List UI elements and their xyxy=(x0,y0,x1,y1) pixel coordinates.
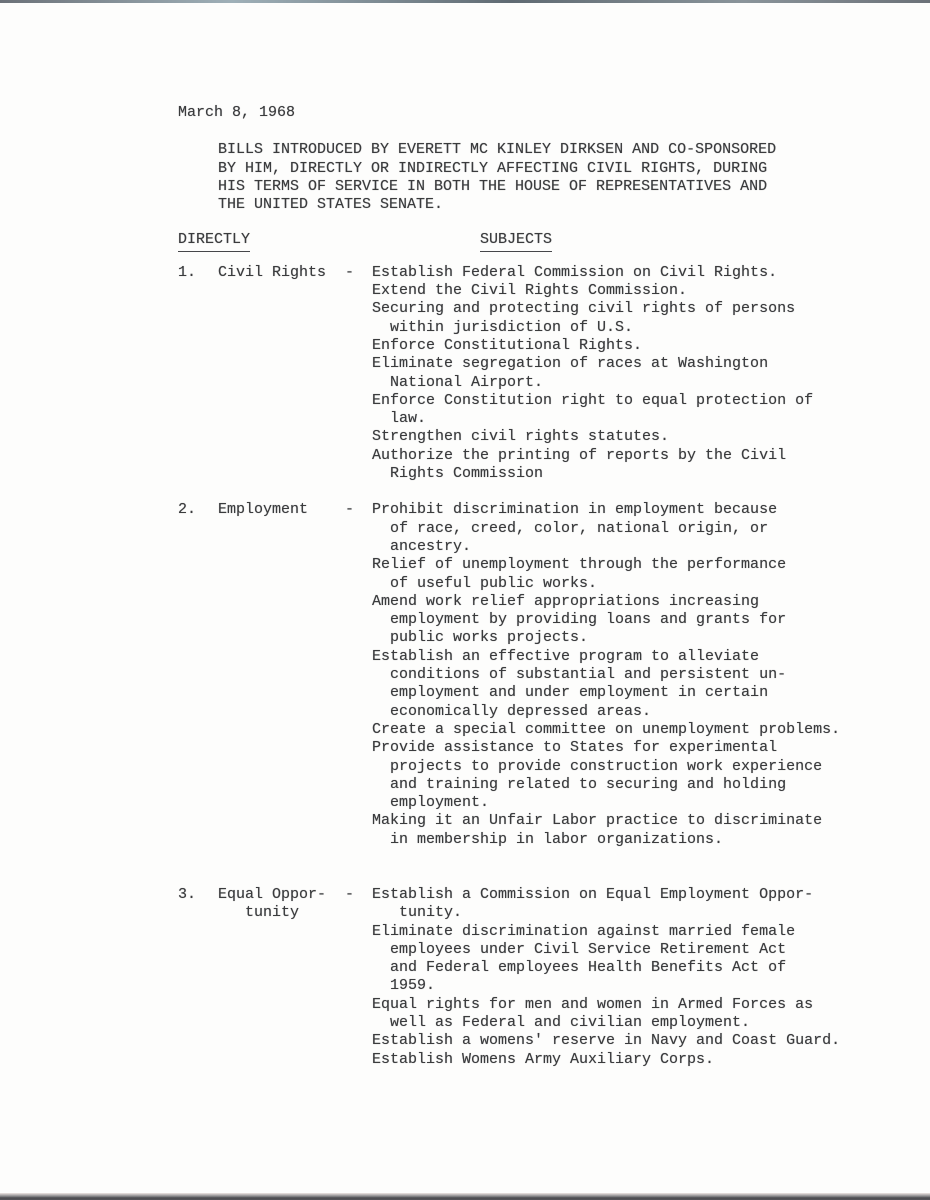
subject-line: employment. xyxy=(372,794,490,812)
subject-line: Prohibit discrimination in employment because xyxy=(372,501,778,519)
subject-line: Establish Federal Commission on Civil Rights. xyxy=(372,263,778,281)
subject-line: law. xyxy=(372,410,427,428)
item-number: 1. xyxy=(178,263,197,281)
subject-line: Extend the Civil Rights Commission. xyxy=(372,282,688,300)
list-item xyxy=(178,501,888,849)
subject-line: of race, creed, color, national origin, or xyxy=(372,519,769,537)
column-header-directly: DIRECTLY xyxy=(178,231,250,251)
item-number: 3. xyxy=(178,885,197,903)
item-category xyxy=(218,264,345,282)
list-item xyxy=(178,886,888,1069)
item-number: 2. xyxy=(178,501,197,519)
subject-line: National Airport. xyxy=(372,373,544,391)
subject-line: tunity. xyxy=(372,904,463,922)
title-line: HIS TERMS OF SERVICE IN BOTH THE HOUSE OF REPRESENTATIVES AND xyxy=(218,177,768,195)
subject-line: of useful public works. xyxy=(372,574,598,592)
list-item xyxy=(178,264,888,484)
subject-line: projects to provide construction work experience xyxy=(372,757,823,775)
item-category xyxy=(218,501,345,519)
subject-line: Establish Womens Army Auxiliary Corps. xyxy=(372,1050,715,1068)
subject-line: and training related to securing and holding xyxy=(372,775,787,793)
item-subjects xyxy=(372,886,888,1069)
item-separator: - xyxy=(345,501,355,519)
category-line: Equal Oppor- xyxy=(218,885,327,903)
subject-line: Enforce Constitutional Rights. xyxy=(372,336,643,354)
subject-line: employees under Civil Service Retirement Act xyxy=(372,940,787,958)
title-line: BY HIM, DIRECTLY OR INDIRECTLY AFFECTING CIVIL RIGHTS, DURING xyxy=(218,159,768,177)
subject-line: Strengthen civil rights statutes. xyxy=(372,428,670,446)
subject-line: Establish a Commission on Equal Employment Oppor- xyxy=(372,885,814,903)
subject-line: Equal rights for men and women in Armed Forces as xyxy=(372,995,814,1013)
subject-line: Amend work relief appropriations increasing xyxy=(372,592,760,610)
subject-line: Establish an effective program to alleviate xyxy=(372,647,760,665)
subject-line: Eliminate discrimination against married female xyxy=(372,922,796,940)
subject-line: Authorize the printing of reports by the Civil xyxy=(372,446,787,464)
category-line: tunity xyxy=(218,904,300,922)
subject-line: within jurisdiction of U.S. xyxy=(372,318,634,336)
item-separator: - xyxy=(345,885,355,903)
subject-line: and Federal employees Health Benefits Act of xyxy=(372,959,787,977)
subject-line: Create a special committee on unemployment problems. xyxy=(372,720,841,738)
category-line: Civil Rights xyxy=(218,263,327,281)
item-subjects xyxy=(372,264,888,484)
document-date: March 8, 1968 xyxy=(178,104,296,121)
subject-line: employment and under employment in certain xyxy=(372,684,769,702)
items-list xyxy=(178,264,888,1069)
subject-line: Relief of unemployment through the performance xyxy=(372,556,787,574)
title-line: BILLS INTRODUCED BY EVERETT MC KINLEY DIRKSEN AND CO-SPONSORED xyxy=(218,141,777,159)
item-separator: - xyxy=(345,263,355,281)
subject-line: Establish a womens' reserve in Navy and Coast Guard. xyxy=(372,1032,841,1050)
column-headers xyxy=(178,231,888,251)
subject-line: economically depressed areas. xyxy=(372,702,652,720)
subject-line: Making it an Unfair Labor practice to discriminate xyxy=(372,812,823,830)
item-subjects xyxy=(372,501,888,849)
scan-edge-bottom xyxy=(0,1193,930,1200)
subject-line: Eliminate segregation of races at Washington xyxy=(372,355,769,373)
subject-line: 1959. xyxy=(372,977,436,995)
title-line: THE UNITED STATES SENATE. xyxy=(218,196,444,214)
subject-line: in membership in labor organizations. xyxy=(372,830,724,848)
subject-line: employment by providing loans and grants for xyxy=(372,611,787,629)
subject-line: conditions of substantial and persistent un- xyxy=(372,666,787,684)
column-header-subjects: SUBJECTS xyxy=(480,231,552,251)
document-content xyxy=(178,104,888,1069)
scan-edge-top xyxy=(0,0,930,3)
subject-line: well as Federal and civilian employment. xyxy=(372,1014,751,1032)
subject-line: ancestry. xyxy=(372,537,472,555)
subject-line: public works projects. xyxy=(372,629,589,647)
item-category xyxy=(218,886,345,923)
subject-line: Enforce Constitution right to equal protection of xyxy=(372,391,814,409)
subject-line: Rights Commission xyxy=(372,465,544,483)
title-paragraph xyxy=(218,141,888,214)
category-line: Employment xyxy=(218,501,309,519)
subject-line: Provide assistance to States for experimental xyxy=(372,739,778,757)
subject-line: Securing and protecting civil rights of persons xyxy=(372,300,796,318)
